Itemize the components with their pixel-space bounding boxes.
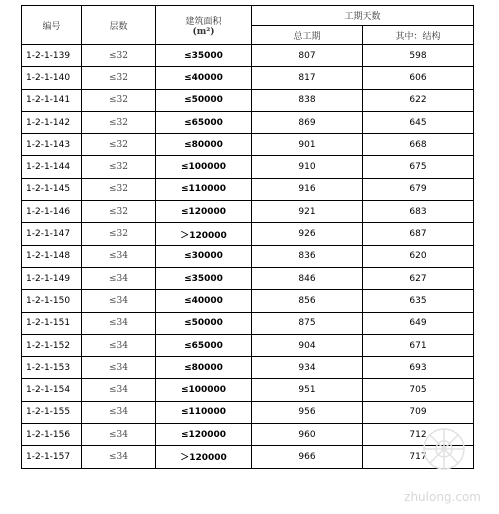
cell-structure-duration: 683: [363, 201, 474, 223]
cell-area: ≤110000: [156, 178, 252, 200]
cell-code: 1-2-1-143: [22, 134, 82, 156]
cell-structure-duration: 679: [363, 178, 474, 200]
cell-floors: ≤34: [82, 267, 156, 289]
cell-floors: ≤32: [82, 156, 156, 178]
table-row: [22, 45, 474, 67]
cell-structure-duration: 709: [363, 401, 474, 423]
cell-code: 1-2-1-139: [22, 45, 82, 67]
cell-area: ≤80000: [156, 357, 252, 379]
cell-floors: ≤32: [82, 89, 156, 111]
cell-code: 1-2-1-145: [22, 178, 82, 200]
cell-floors: ≤32: [82, 201, 156, 223]
cell-structure-duration: 687: [363, 223, 474, 245]
table-row: [22, 334, 474, 356]
table-row: [22, 111, 474, 133]
cell-area: ≤120000: [156, 201, 252, 223]
cell-total-duration: 901: [252, 134, 363, 156]
cell-code: 1-2-1-152: [22, 334, 82, 356]
table-row: [22, 446, 474, 468]
cell-area: ＞120000: [156, 446, 252, 468]
cell-code: 1-2-1-142: [22, 111, 82, 133]
header-row-1: [22, 6, 474, 26]
cell-code: 1-2-1-144: [22, 156, 82, 178]
cell-structure-duration: 598: [363, 45, 474, 67]
cell-structure-duration: 668: [363, 134, 474, 156]
cell-total-duration: 836: [252, 245, 363, 267]
cell-area: ≤35000: [156, 267, 252, 289]
table-row: [22, 156, 474, 178]
construction-duration-table: [21, 5, 474, 469]
cell-area: ≤100000: [156, 379, 252, 401]
cell-code: 1-2-1-156: [22, 424, 82, 446]
cell-code: 1-2-1-148: [22, 245, 82, 267]
table-row: [22, 223, 474, 245]
table-body: [22, 45, 474, 469]
cell-code: 1-2-1-151: [22, 312, 82, 334]
cell-floors: ≤32: [82, 45, 156, 67]
table-row: [22, 89, 474, 111]
cell-area: ≤65000: [156, 334, 252, 356]
cell-floors: ≤32: [82, 178, 156, 200]
table-row: [22, 424, 474, 446]
cell-code: 1-2-1-150: [22, 290, 82, 312]
cell-total-duration: 807: [252, 45, 363, 67]
cell-structure-duration: 606: [363, 67, 474, 89]
table-row: [22, 67, 474, 89]
cell-floors: ≤34: [82, 334, 156, 356]
cell-structure-duration: 622: [363, 89, 474, 111]
cell-area: ≤65000: [156, 111, 252, 133]
table-row: [22, 201, 474, 223]
cell-floors: ≤34: [82, 312, 156, 334]
table-row: [22, 312, 474, 334]
cell-total-duration: 916: [252, 178, 363, 200]
cell-total-duration: 846: [252, 267, 363, 289]
cell-total-duration: 875: [252, 312, 363, 334]
header-floors: 层数: [82, 6, 156, 45]
cell-area: ≤110000: [156, 401, 252, 423]
cell-total-duration: 960: [252, 424, 363, 446]
cell-code: 1-2-1-146: [22, 201, 82, 223]
table-row: [22, 401, 474, 423]
cell-area: ≤120000: [156, 424, 252, 446]
table-header: [22, 6, 474, 45]
table-row: [22, 379, 474, 401]
cell-structure-duration: 620: [363, 245, 474, 267]
cell-total-duration: 910: [252, 156, 363, 178]
cell-floors: ≤34: [82, 357, 156, 379]
cell-structure-duration: 645: [363, 111, 474, 133]
header-code: 编号: [22, 6, 82, 45]
cell-area: ≤100000: [156, 156, 252, 178]
cell-code: 1-2-1-155: [22, 401, 82, 423]
cell-total-duration: 926: [252, 223, 363, 245]
cell-floors: ≤32: [82, 134, 156, 156]
cell-floors: ≤34: [82, 401, 156, 423]
cell-code: 1-2-1-149: [22, 267, 82, 289]
cell-floors: ≤34: [82, 290, 156, 312]
cell-floors: ≤34: [82, 245, 156, 267]
cell-area: ≤30000: [156, 245, 252, 267]
cell-floors: ≤34: [82, 379, 156, 401]
duration-table-container: [21, 5, 473, 469]
cell-code: 1-2-1-140: [22, 67, 82, 89]
header-total-duration: 总工期: [252, 26, 363, 45]
cell-structure-duration: 627: [363, 267, 474, 289]
cell-code: 1-2-1-153: [22, 357, 82, 379]
cell-total-duration: 934: [252, 357, 363, 379]
cell-structure-duration: 712: [363, 424, 474, 446]
header-area: [156, 6, 252, 45]
cell-floors: ≤32: [82, 223, 156, 245]
header-duration: 工期天数: [252, 6, 474, 26]
cell-total-duration: 817: [252, 67, 363, 89]
cell-code: 1-2-1-141: [22, 89, 82, 111]
cell-structure-duration: 693: [363, 357, 474, 379]
cell-code: 1-2-1-157: [22, 446, 82, 468]
cell-total-duration: 951: [252, 379, 363, 401]
cell-code: 1-2-1-147: [22, 223, 82, 245]
cell-total-duration: 956: [252, 401, 363, 423]
cell-area: ＞120000: [156, 223, 252, 245]
cell-structure-duration: 717: [363, 446, 474, 468]
table-row: [22, 245, 474, 267]
cell-structure-duration: 705: [363, 379, 474, 401]
table-row: [22, 267, 474, 289]
cell-total-duration: 904: [252, 334, 363, 356]
cell-structure-duration: 649: [363, 312, 474, 334]
cell-floors: ≤32: [82, 67, 156, 89]
cell-total-duration: 966: [252, 446, 363, 468]
cell-total-duration: 856: [252, 290, 363, 312]
cell-area: ≤80000: [156, 134, 252, 156]
cell-area: ≤50000: [156, 89, 252, 111]
table-row: [22, 178, 474, 200]
cell-floors: ≤32: [82, 111, 156, 133]
cell-area: ≤35000: [156, 45, 252, 67]
cell-area: ≤40000: [156, 290, 252, 312]
header-area-unit: (m²): [192, 26, 215, 37]
table-row: [22, 134, 474, 156]
cell-total-duration: 869: [252, 111, 363, 133]
header-area-label: 建筑面积: [185, 16, 222, 27]
cell-code: 1-2-1-154: [22, 379, 82, 401]
zhulong-logo-icon: [417, 422, 471, 476]
table-row: [22, 357, 474, 379]
cell-floors: ≤34: [82, 446, 156, 468]
cell-structure-duration: 635: [363, 290, 474, 312]
table-row: [22, 290, 474, 312]
header-structure-duration: 其中：结构: [363, 26, 474, 45]
cell-total-duration: 838: [252, 89, 363, 111]
cell-area: ≤40000: [156, 67, 252, 89]
cell-total-duration: 921: [252, 201, 363, 223]
cell-structure-duration: 675: [363, 156, 474, 178]
cell-floors: ≤34: [82, 424, 156, 446]
cell-structure-duration: 671: [363, 334, 474, 356]
cell-area: ≤50000: [156, 312, 252, 334]
watermark-text: zhulong.com: [404, 490, 481, 504]
